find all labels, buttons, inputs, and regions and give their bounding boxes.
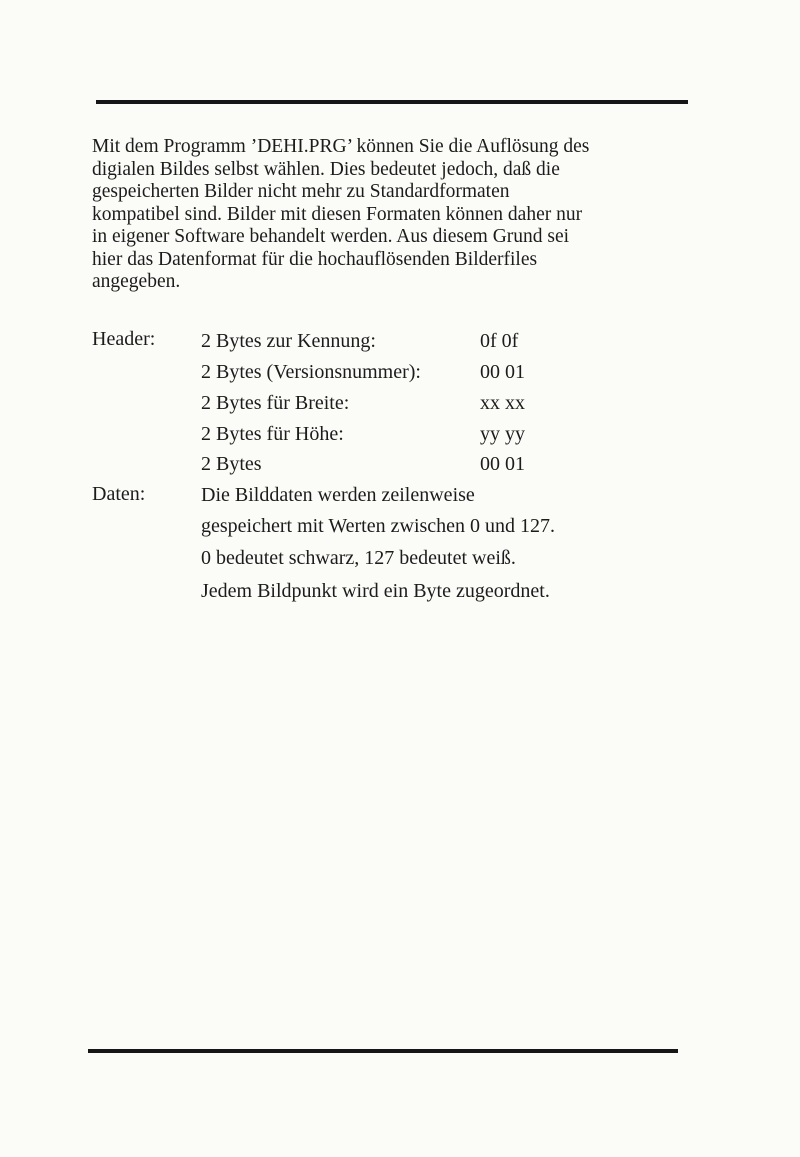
header-field-value: xx xx [480, 392, 525, 414]
daten-line: 0 bedeutet schwarz, 127 bedeutet weiß. [201, 547, 516, 569]
header-field-value: yy yy [480, 423, 525, 445]
daten-line: Die Bilddaten werden zeilenweise [201, 484, 475, 506]
intro-line: kompatibel sind. Bilder mit diesen Formaten können daher nur [92, 203, 583, 225]
top-rule [96, 100, 688, 104]
intro-paragraph [92, 136, 692, 294]
intro-line: gespeicherten Bilder nicht mehr zu Standardformaten [92, 181, 510, 202]
header-field-desc: 2 Bytes zur Kennung: [201, 330, 376, 352]
intro-line: digialen Bildes selbst wählen. Dies bedeutet jedoch, daß die [92, 158, 560, 180]
bottom-rule [88, 1049, 678, 1053]
header-field-desc: 2 Bytes [201, 453, 262, 475]
intro-line: angegeben. [92, 271, 181, 292]
header-field-value: 00 01 [480, 453, 525, 475]
daten-line: gespeichert mit Werten zwischen 0 und 127. [201, 515, 556, 537]
daten-line: Jedem Bildpunkt wird ein Byte zugeordnet. [201, 580, 550, 602]
header-field-value: 0f 0f [480, 330, 519, 352]
intro-line: Mit dem Programm ’DEHI.PRG’ können Sie die Auflösung des [92, 136, 590, 157]
daten-label: Daten: [92, 483, 146, 505]
header-field-value: 00 01 [480, 361, 525, 383]
intro-line: in eigener Software behandelt werden. Aus diesem Grund sei [92, 226, 570, 247]
intro-line: hier das Datenformat für die hochauflösenden Bilderfiles [92, 248, 538, 270]
header-field-desc: 2 Bytes für Höhe: [201, 423, 344, 445]
header-label: Header: [92, 328, 156, 350]
header-field-desc: 2 Bytes für Breite: [201, 392, 350, 414]
header-field-desc: 2 Bytes (Versionsnummer): [201, 361, 421, 383]
